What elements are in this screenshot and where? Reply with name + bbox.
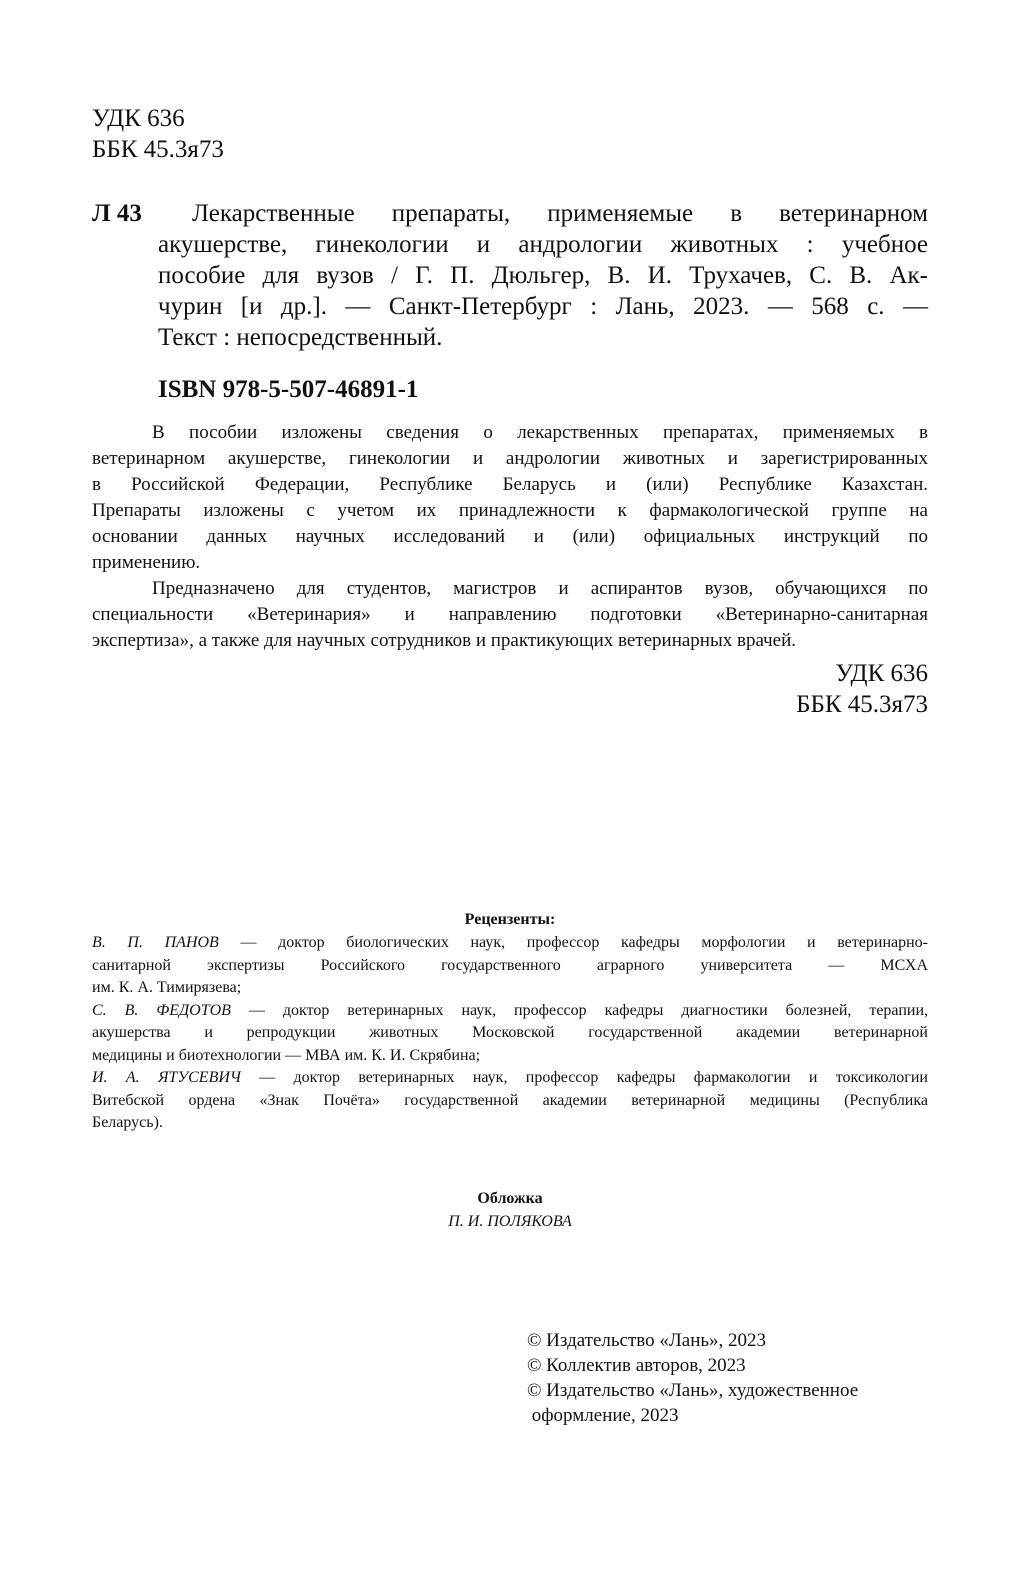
cover-credit <box>92 1188 928 1233</box>
annotation-line: ветеринарном акушерстве, гинекологии и андрологии животных и зарегистрированных <box>92 448 928 469</box>
bib-line: пособие для вузов / Г. П. Дюльгер, В. И. Трухачев, С. В. Ак- <box>158 262 928 289</box>
reviewer-line: им. К. А. Тимирязева; <box>92 979 242 996</box>
reviewer-name: С. В. ФЕДОТОВ <box>92 1001 231 1019</box>
author-mark: Л 43 <box>92 200 142 227</box>
copyright-line: оформление, 2023 <box>527 1405 679 1426</box>
annotation-line: применению. <box>92 552 201 573</box>
reviewer-line: И. А. ЯТУСЕВИЧ — доктор ветеринарных наук, профессор кафедры фармакологии и токсикологии <box>92 1069 928 1086</box>
reviewer-line: медицины и биотехнологии — МВА им. К. И. Скрябина; <box>92 1046 481 1064</box>
reviewer-line: санитарной экспертизы Российского государственного аграрного университета — МСХА <box>92 956 928 974</box>
bbk-code-right: ББК 45.3я73 <box>796 691 928 718</box>
bib-line: Лекарственные препараты, применяемые в ветеринарном <box>192 200 928 227</box>
annotation-line: Препараты изложены с учетом их принадлежности к фармакологической группе на <box>92 500 928 521</box>
cover-designer: П. И. ПОЛЯКОВА <box>448 1212 572 1230</box>
bib-line: Текст : непосредственный. <box>158 324 443 351</box>
reviewer-line: Витебской ордена «Знак Почёта» государственной академии ветеринарной медицины (Республика <box>92 1091 928 1109</box>
isbn: ISBN 978-5-507-46891-1 <box>158 376 419 403</box>
udk-code: УДК 636 <box>92 105 185 132</box>
top-classification <box>92 103 224 165</box>
annotation <box>92 420 928 654</box>
copyright-block <box>527 1328 858 1428</box>
cover-heading: Обложка <box>477 1190 543 1207</box>
reviewer-line: акушерства и репродукции животных Московской государственной академии ветеринарной <box>92 1024 928 1041</box>
copyright-line: © Издательство «Лань», художественное <box>527 1380 859 1401</box>
annotation-line: специальности «Ветеринария» и направлению подготовки «Ветеринарно-санитарная <box>92 604 928 625</box>
reviewer-line: В. П. ПАНОВ — доктор биологических наук, профессор кафедры морфологии и ветеринарно- <box>92 934 928 951</box>
reviewer-line: Беларусь). <box>92 1114 163 1131</box>
bibliographic-record <box>158 198 928 353</box>
annotation-classification <box>796 658 928 720</box>
annotation-line: В пособии изложены сведения о лекарственных препаратах, применяемых в <box>152 422 928 443</box>
reviewer-name: И. А. ЯТУСЕВИЧ <box>92 1069 241 1086</box>
bib-line: акушерстве, гинекологии и андрологии животных : учебное <box>158 231 928 258</box>
annotation-line: экспертиза», а также для научных сотрудников и практикующих ветеринарных врачей. <box>92 630 797 651</box>
copyright-line: © Издательство «Лань», 2023 <box>527 1330 767 1351</box>
reviewers-list <box>92 932 928 1135</box>
reviewers-heading: Рецензенты: <box>464 911 556 928</box>
bbk-code: ББК 45.3я73 <box>92 136 224 163</box>
copyright-line: © Коллектив авторов, 2023 <box>527 1355 746 1376</box>
udk-code-right: УДК 636 <box>835 660 928 687</box>
reviewer-name: В. П. ПАНОВ <box>92 934 219 951</box>
annotation-line: в Российской Федерации, Республике Беларусь и (или) Республике Казахстан. <box>92 474 928 495</box>
annotation-line: Предназначено для студентов, магистров и аспирантов вузов, обучающихся по <box>152 578 928 599</box>
annotation-line: основании данных научных исследований и (или) официальных инструкций по <box>92 526 928 547</box>
bib-line: чурин [и др.]. — Санкт-Петербург : Лань, 2023. — 568 с. — <box>158 293 928 320</box>
reviewer-line: С. В. ФЕДОТОВ — доктор ветеринарных наук, профессор кафедры диагностики болезней, терапии, <box>92 1001 928 1019</box>
